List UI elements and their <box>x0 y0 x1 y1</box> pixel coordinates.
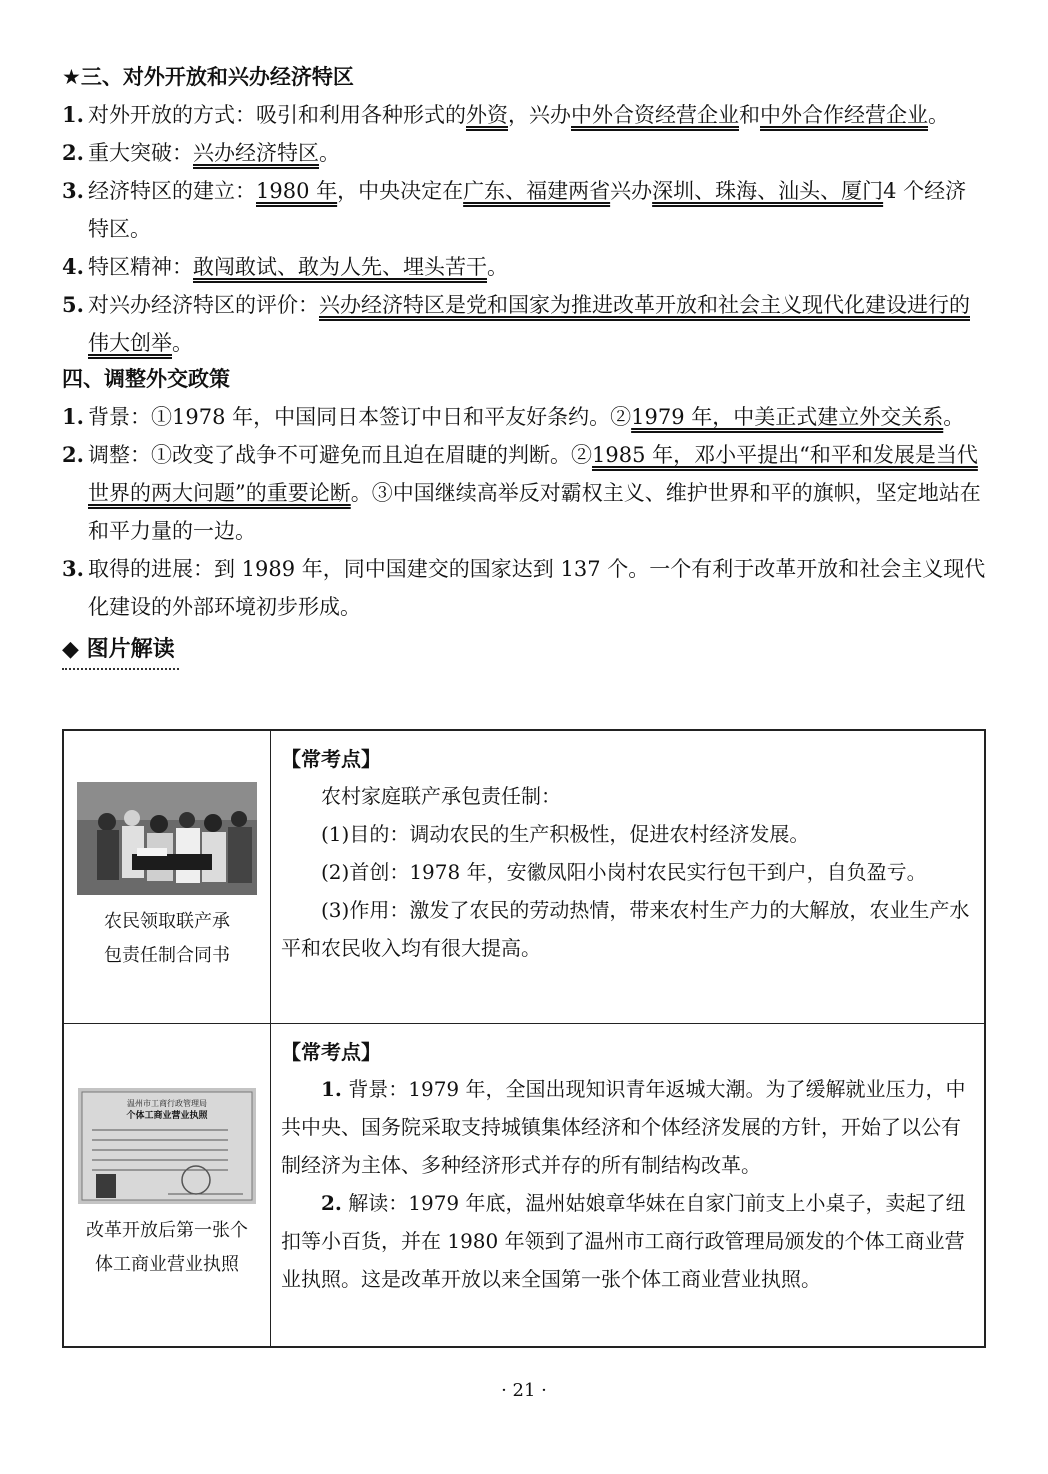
item-text: 取得的进展：到 1989 年，同中国建交的国家达到 137 个。一个有利于改革开放和社会主义现代化建设的外部环境初步形成。 <box>88 557 986 619</box>
item-text: 对兴办经济特区的评价： <box>88 293 319 317</box>
item-text: 背景：①1978 年，中国同日本签订中日和平友好条约。② <box>88 405 632 429</box>
explanation-text: (2)首创：1978 年，安徽凤阳小岗村农民实行包干到户，自负盈亏。 <box>321 860 927 884</box>
explanation-text <box>281 1070 972 1184</box>
item-number: 5. <box>62 292 84 317</box>
explanation-cell <box>271 1024 984 1346</box>
item-text: 和 <box>739 103 760 127</box>
point-text: 解读：1979 年底，温州姑娘章华妹在自家门前支上小桌子，卖起了纽扣等小百货，并在 1980 年领到了温州市工商行政管理局颁发的个体工商业营业执照。这是改革开放以来全国第一张个体工商业营业执照。 <box>281 1191 966 1291</box>
section4-title: 四、调整外交政策 <box>62 367 230 391</box>
item-number: 1. <box>62 404 84 429</box>
item-number: 3. <box>62 556 84 581</box>
list-item <box>62 134 986 172</box>
explanation-text <box>281 1184 972 1298</box>
item-text: 经济特区的建立： <box>88 179 256 203</box>
item-text: 对外开放的方式： <box>88 103 256 127</box>
key-phrase: 外资 <box>466 103 508 127</box>
list-item <box>62 398 986 436</box>
picture-caption <box>86 1214 248 1282</box>
list-item <box>62 436 986 550</box>
item-text: 。 <box>928 103 949 127</box>
key-phrase: 广东、福建两省 <box>463 179 611 203</box>
business-license-photo <box>78 1088 256 1204</box>
exam-point-tag: 【常考点】 <box>281 747 381 771</box>
key-phrase: 1979 年，中美正式建立外交关系 <box>631 405 944 429</box>
list-item <box>62 172 986 248</box>
point-text: 背景：1979 年，全国出现知识青年返城大潮。为了缓解就业压力，中共中央、国务院采取支持城镇集体经济和个体经济发展的方针，开始了以公有制经济为主体、多种经济形式并存的所有制结构改革。 <box>281 1077 966 1177</box>
item-text: 4 个经济特区。 <box>88 179 967 241</box>
key-phrase: 中外合作经营企业 <box>760 103 928 127</box>
item-text: 调整：①改变了战争不可避免而且迫在眉睫的判断。② <box>88 443 592 467</box>
point-number: 2. <box>321 1191 342 1215</box>
list-item <box>62 248 986 286</box>
item-number: 4. <box>62 254 84 279</box>
list-item <box>62 96 986 134</box>
exam-point-tag: 【常考点】 <box>281 1040 381 1064</box>
table-row <box>64 1024 984 1346</box>
caption-line: 农民领取联产承 <box>104 910 230 932</box>
item-text: 。 <box>487 255 508 279</box>
section3-list <box>62 96 986 362</box>
picture-section-title: ◆ 图片解读 <box>62 632 179 670</box>
item-number: 2. <box>62 140 84 165</box>
caption-line: 包责任制合同书 <box>104 944 230 966</box>
item-number: 3. <box>62 178 84 203</box>
picture-cell <box>64 731 271 1023</box>
content <box>62 62 986 670</box>
picture-caption <box>104 905 230 973</box>
item-text: 吸引和利用各种形式的 <box>256 103 466 127</box>
page-number: · 21 · <box>501 1380 547 1401</box>
list-item <box>62 550 986 626</box>
item-text: ，兴办 <box>508 103 571 127</box>
item-text: 兴办 <box>610 179 653 203</box>
item-text: 特区精神： <box>88 255 193 279</box>
picture-table <box>62 729 986 1348</box>
farmers-contract-photo <box>77 782 257 895</box>
key-phrase: 兴办经济特区是党和国家为推进改革开放和社会主义现代化建设进行的伟大创举 <box>88 293 970 355</box>
key-phrase: 1985 年，邓小平提出“和平和发展是当代世界的两大问题”的重要论断 <box>88 443 978 505</box>
key-phrase: 兴办经济特区 <box>193 141 319 165</box>
explanation-text: 农村家庭联产承包责任制： <box>321 784 561 808</box>
license-issuer: 温州市工商行政管理局 <box>127 1099 207 1108</box>
item-number: 1. <box>62 102 84 127</box>
table-row <box>64 731 984 1024</box>
section3-title: ★三、对外开放和兴办经济特区 <box>62 65 354 89</box>
caption-line: 改革开放后第一张个 <box>86 1220 248 1241</box>
license-title: 个体工商业营业执照 <box>126 1111 208 1121</box>
picture-cell <box>64 1024 271 1346</box>
item-number: 2. <box>62 442 84 467</box>
key-phrase: 1980 年 <box>256 179 338 203</box>
list-item <box>62 286 986 362</box>
key-phrase: 深圳、珠海、汕头、厦门 <box>652 179 884 203</box>
item-text: 。③中国继续高举反对霸权主义、维护世界和平的旗帜，坚定地站在和平力量的一边。 <box>88 481 981 543</box>
explanation-text: (3)作用：激发了农民的劳动热情，带来农村生产力的大解放，农业生产水平和农民收入均有很大提高。 <box>281 898 970 960</box>
item-text: 。 <box>943 405 965 429</box>
item-text: 。 <box>172 331 193 355</box>
section4-list <box>62 398 986 626</box>
key-phrase: 敢闯敢试、敢为人先、埋头苦干 <box>193 255 487 279</box>
point-number: 1. <box>321 1077 342 1101</box>
item-text: ，中央决定在 <box>337 179 464 203</box>
caption-line: 体工商业营业执照 <box>95 1254 239 1275</box>
explanation-text: (1)目的：调动农民的生产积极性，促进农村经济发展。 <box>321 822 810 846</box>
explanation-cell <box>271 731 984 1023</box>
item-text: 。 <box>319 141 340 165</box>
key-phrase: 中外合资经营企业 <box>571 103 739 127</box>
item-text: 重大突破： <box>88 141 193 165</box>
